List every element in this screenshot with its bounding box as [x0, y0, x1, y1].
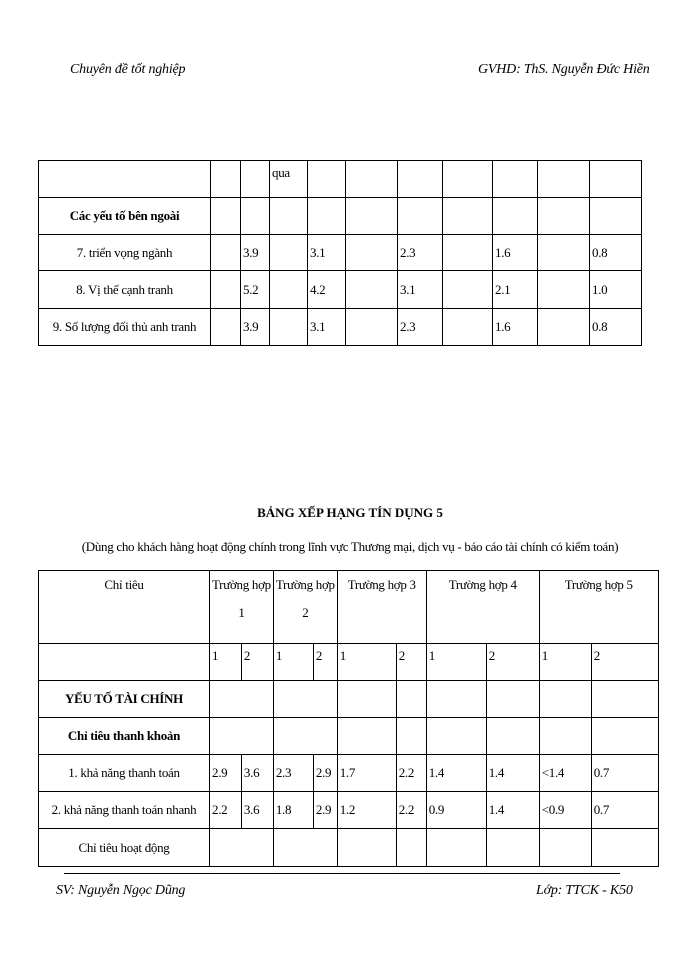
- col-header-case-3: Trường hợp 3: [337, 571, 426, 644]
- footer-divider: [64, 873, 620, 874]
- section-row: [39, 681, 659, 718]
- col-header-indicator: Chỉ tiêu: [39, 571, 210, 644]
- table-row: [39, 309, 642, 346]
- section-financial: YẾU TỐ TÀI CHÍNH: [39, 681, 210, 718]
- value-cell: 0.7: [591, 792, 658, 829]
- value-cell: 2.1: [493, 271, 538, 309]
- section-external: Các yếu tố bên ngoài: [39, 198, 211, 235]
- value-cell: 1.6: [493, 235, 538, 271]
- value-cell: <0.9: [539, 792, 591, 829]
- value-cell: 3.6: [241, 792, 273, 829]
- value-cell: 2.2: [396, 755, 426, 792]
- cell-fragment: qua: [270, 161, 308, 198]
- value-cell: 2.2: [210, 792, 242, 829]
- col-header-case-2: [273, 571, 337, 644]
- row-label: 9. Số lượng đối thủ anh tranh: [39, 309, 211, 346]
- value-cell: 0.8: [590, 235, 642, 271]
- subheader-cell: 1: [539, 644, 591, 681]
- subheader-cell: 2: [396, 644, 426, 681]
- subheader-cell: 1: [273, 644, 313, 681]
- value-cell: 2.3: [273, 755, 313, 792]
- table-subtitle: (Dùng cho khách hàng hoạt động chính trong lĩnh vực Thương mại, dịch vụ - báo cáo tài chính có kiểm toán): [81, 539, 619, 554]
- section-row: [39, 718, 659, 755]
- row-label: 2. khả năng thanh toán nhanh: [39, 792, 210, 829]
- col-header-case-1: [210, 571, 274, 644]
- value-cell: 1.4: [486, 755, 539, 792]
- value-cell: 1.2: [337, 792, 396, 829]
- subheader-row: [39, 644, 659, 681]
- value-cell: <1.4: [539, 755, 591, 792]
- table-row: [39, 235, 642, 271]
- case-1-number: 1: [238, 605, 245, 620]
- col-header-case-4: Trường hợp 4: [426, 571, 539, 644]
- value-cell: 0.7: [591, 755, 658, 792]
- value-cell: 4.2: [308, 271, 346, 309]
- table-row: [39, 271, 642, 309]
- col-header-case-5: Trường hợp 5: [539, 571, 658, 644]
- value-cell: 1.6: [493, 309, 538, 346]
- subheader-cell: 2: [486, 644, 539, 681]
- value-cell: 3.1: [308, 235, 346, 271]
- footer-right: Lớp: TTCK - K50: [536, 883, 633, 898]
- header-row: [39, 571, 659, 644]
- subheader-cell: 1: [337, 644, 396, 681]
- value-cell: 1.8: [273, 792, 313, 829]
- value-cell: 2.2: [396, 792, 426, 829]
- value-cell: 0.9: [426, 792, 486, 829]
- value-cell: 0.8: [590, 309, 642, 346]
- section-activity: Chỉ tiêu hoạt động: [39, 829, 210, 867]
- case-1-label: Trường hợp: [212, 577, 271, 592]
- row-label: 7. triển vọng ngành: [39, 235, 211, 271]
- value-cell: 2.3: [398, 235, 443, 271]
- credit-rating-table-5: [38, 570, 659, 867]
- value-cell: 1.0: [590, 271, 642, 309]
- value-cell: 1.7: [337, 755, 396, 792]
- subheader-cell: 1: [210, 644, 242, 681]
- section-row: [39, 829, 659, 867]
- credit-table-continuation: [38, 160, 642, 346]
- table-row: [39, 755, 659, 792]
- subheader-cell: 2: [313, 644, 337, 681]
- subheader-cell: 2: [241, 644, 273, 681]
- value-cell: 2.9: [313, 792, 337, 829]
- value-cell: 3.9: [241, 235, 270, 271]
- row-label: 1. khả năng thanh toán: [39, 755, 210, 792]
- subheader-cell: 1: [426, 644, 486, 681]
- subheader-cell: 2: [591, 644, 658, 681]
- table-title: BẢNG XẾP HẠNG TÍN DỤNG 5: [257, 505, 443, 520]
- case-2-label: Trường hợp: [275, 577, 335, 592]
- section-liquidity: Chỉ tiêu thanh khoản: [39, 718, 210, 755]
- header-left: Chuyên đề tốt nghiệp: [70, 62, 186, 77]
- value-cell: 2.9: [313, 755, 337, 792]
- table-row: [39, 161, 642, 198]
- value-cell: 1.4: [426, 755, 486, 792]
- footer-left: SV: Nguyễn Ngọc Dũng: [56, 883, 186, 898]
- value-cell: 2.9: [210, 755, 242, 792]
- case-2-number: 2: [302, 605, 309, 620]
- value-cell: 3.1: [308, 309, 346, 346]
- value-cell: 1.4: [486, 792, 539, 829]
- section-row: [39, 198, 642, 235]
- value-cell: 2.3: [398, 309, 443, 346]
- value-cell: 5.2: [241, 271, 270, 309]
- value-cell: 3.6: [241, 755, 273, 792]
- table-row: [39, 792, 659, 829]
- value-cell: 3.9: [241, 309, 270, 346]
- header-right: GVHD: ThS. Nguyễn Đức Hiền: [478, 62, 650, 77]
- value-cell: 3.1: [398, 271, 443, 309]
- row-label: 8. Vị thế cạnh tranh: [39, 271, 211, 309]
